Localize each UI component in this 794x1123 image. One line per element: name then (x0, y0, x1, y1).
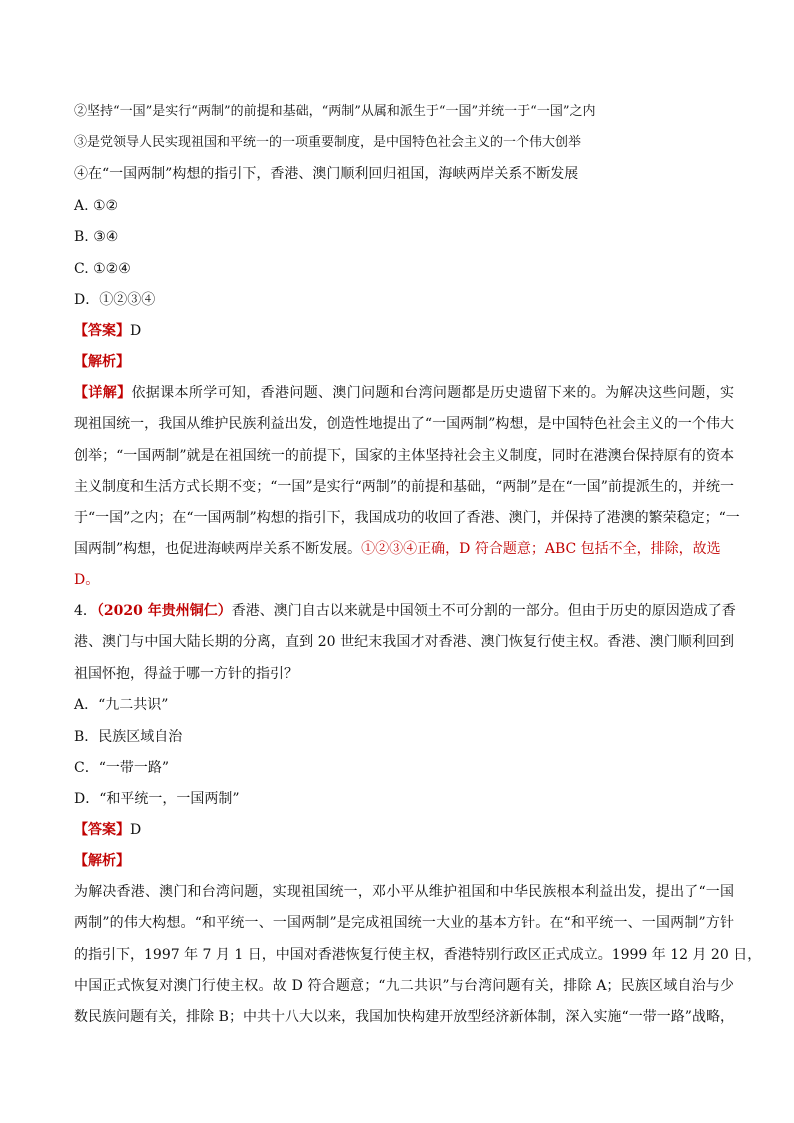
option-c: C. ①②④ (74, 261, 131, 277)
statement-3: ③是党领导人民实现祖国和平统一的一项重要制度，是中国特色社会主义的一个伟大创举 (74, 135, 582, 150)
statement-2: ②坚持“一国”是实行“两制”的前提和基础，“两制”从属和派生于“一国”并统一于“一国”之内 (74, 104, 596, 119)
analysis-heading (74, 352, 734, 372)
q4-answer-line (74, 820, 734, 840)
statement-4: ④在“一国两制”构想的指引下，香港、澳门顺利回归祖国，海峡两岸关系不断发展 (74, 166, 579, 182)
q4-analysis-line-1: 为解决香港、澳门和台湾问题，实现祖国统一，邓小平从维护祖国和中华民族根本利益出发，提出了“一国 (74, 884, 734, 900)
q4-analysis-line-5: 数民族问题有关，排除 B；中共十八大以来，我国加快构建开放型经济新体制，深入实施“一带一路”战略， (74, 1009, 734, 1025)
analysis-tag: 【解析】 (74, 354, 130, 370)
q4-answer-value: D (130, 822, 142, 838)
detail-line-7: D。 (74, 572, 100, 588)
detail-line-4: 主义制度和生活方式长期不变；“一国”是实行“两制”的前提和基础，“两制”是在“一国”前提派生的，并统一 (74, 479, 734, 495)
answer-line (74, 321, 734, 341)
option-a: A. ①② (74, 198, 119, 214)
detail-line-2: 现祖国统一，我国从维护民族利益出发，创造性地提出了“一国两制”构想，是中国特色社会主义的一个伟大 (74, 416, 734, 432)
q4-option-d: D．“和平统一，一国两制” (74, 791, 240, 807)
answer-value: D (130, 323, 142, 339)
detail-line-3: 创举；“一国两制”就是在祖国统一的前提下，国家的主体坚持社会主义制度，同时在港澳台保持原有的资本 (74, 448, 734, 464)
q4-option-a: A．“九二共识” (74, 697, 169, 713)
option-b: B. ③④ (74, 229, 119, 245)
detail-line-6 (74, 539, 734, 559)
q4-stem-line-1 (74, 601, 734, 621)
q4-analysis-tag: 【解析】 (74, 853, 130, 869)
q4-number: 4． (74, 603, 97, 619)
detail-text-1: 依据课本所学可知，香港问题、澳门问题和台湾问题都是历史遗留下来的。为解决这些问题，实 (131, 385, 735, 401)
q4-analysis-heading (74, 851, 734, 871)
q4-option-b: B．民族区域自治 (74, 729, 183, 745)
q4-answer-tag: 【答案】 (74, 822, 130, 838)
q4-stem-line-2: 港、澳门与中国大陆长期的分离，直到 20 世纪末我国才对香港、澳门恢复行使主权。香港、澳门顺利回到 (74, 634, 734, 650)
option-d: D．①②③④ (74, 292, 156, 308)
q4-stem-text-1: 香港、澳门自古以来就是中国领土不可分割的一部分。但由于历史的原因造成了香 (231, 603, 736, 619)
q4-stem-line-3: 祖国怀抱，得益于哪一方针的指引？ (74, 666, 298, 682)
q4-analysis-line-2: 两制”的伟大构想。“和平统一、一国两制”是完成祖国统一大业的基本方针。在“和平统一、一国两制”方针 (74, 915, 734, 931)
answer-tag: 【答案】 (74, 323, 130, 339)
detail-highlight: ①②③④ (361, 541, 418, 557)
detail-tag: 【详解】 (74, 385, 132, 401)
detail-conclusion: 正确，D 符合题意；ABC 包括不全，排除，故选 (417, 541, 721, 557)
q4-analysis-line-4: 中国正式恢复对澳门行使主权。故 D 符合题意；“九二共识”与台湾问题有关，排除 A；民族区域自治与少 (74, 978, 734, 994)
detail-line-5: 于“一国”之内；在“一国两制”构想的指引下，我国成功的收回了香港、澳门，并保持了港澳的繁荣稳定；“一 (74, 510, 740, 526)
q4-analysis-line-3: 的指引下，1997 年 7 月 1 日，中国对香港恢复行使主权，香港特别行政区正式成立。1999 年 12 月 20 日， (74, 947, 762, 963)
detail-text-6: 国两制”构想，也促进海峡两岸关系不断发展。 (74, 541, 362, 557)
q4-option-c: C．“一带一路” (74, 760, 170, 776)
q4-source: （2020 年贵州铜仁） (96, 603, 232, 619)
detail-line-1 (74, 383, 734, 403)
